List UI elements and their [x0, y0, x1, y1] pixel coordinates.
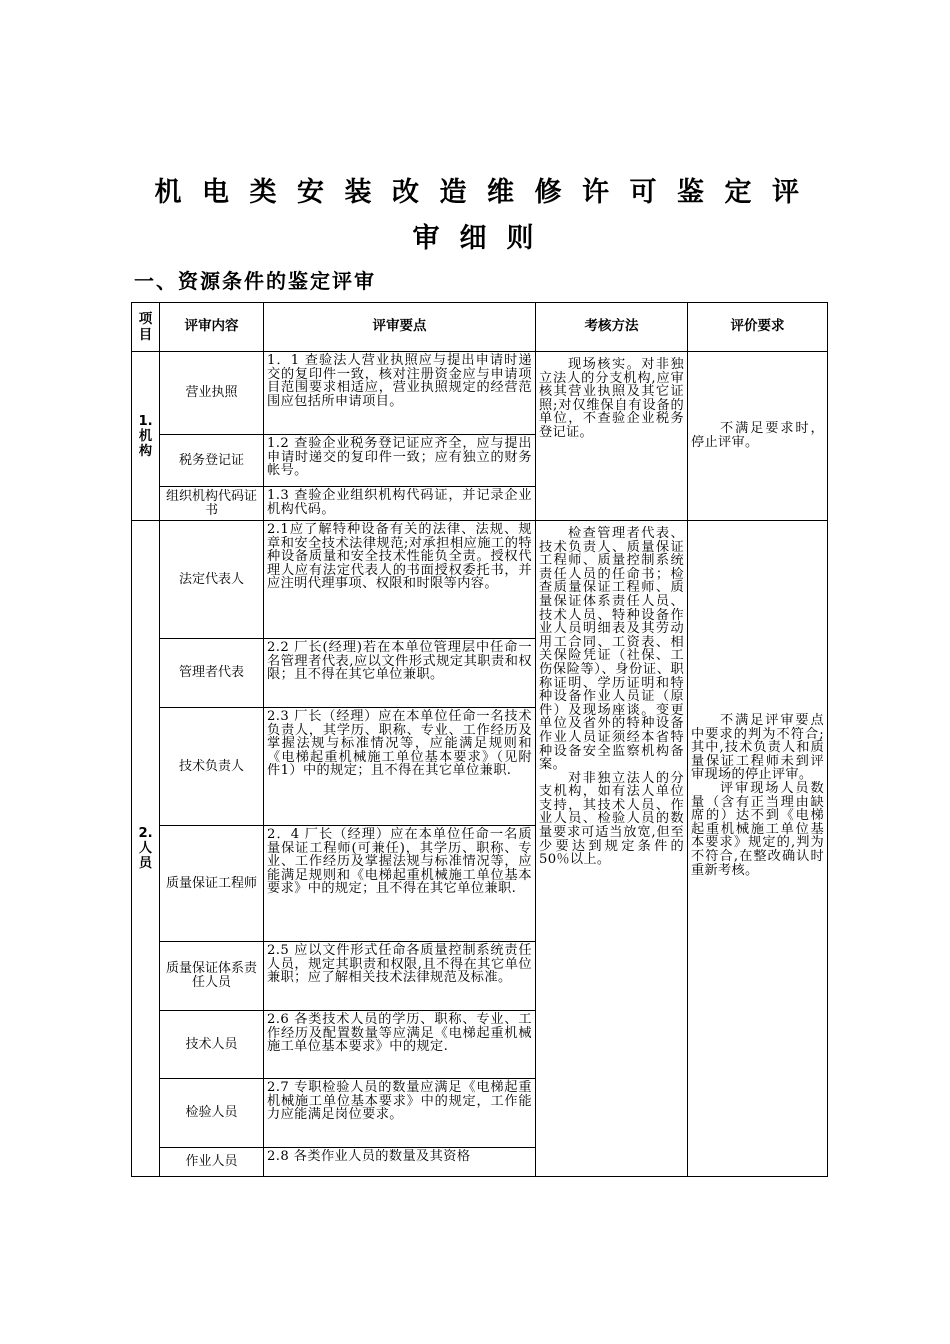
row-points: 2．4 厂长（经理）应在本单位任命一名质量保证工程师(可兼任)，其学历、职称、专业、工作经历及掌握法规与标准情况等，应能满足规则和《电梯起重机械施工单位基本要求》中的规定；且不得在其它单位兼职. [264, 826, 536, 942]
row-points: 2.8 各类作业人员的数量及其资格 [264, 1148, 536, 1177]
row-points: 1．1 查验法人营业执照应与提出申请时递交的复印件一致，核对注册资金应与申请项目范围要求相适应，营业执照规定的经营范围应包括所申请项目。 [264, 352, 536, 435]
row-points: 2.7 专职检验人员的数量应满足《电梯起重机械施工单位基本要求》中的规定，工作能力应能满足岗位要求。 [264, 1079, 536, 1148]
header-method: 考核方法 [536, 303, 688, 352]
row-name: 组织机构代码证书 [160, 487, 264, 521]
row-points: 2.5 应以文件形式任命各质量控制系统责任人员，规定其职责和权限,且不得在其它单位兼职；应了解相关技术法律规范及标准。 [264, 942, 536, 1011]
group2-method: 检查管理者代表、技术负责人、质量保证工程师、质量控制系统责任人员的任命书；检查质量保证工程师、质量保证体系责任人员、技术人员、特种设备作业人员明细表及其劳动用工合同、工资表、相关保险凭证（社保、工伤保险等）、身份证、职称证明、学历证明和特种设备作业人员证（原件）及现场座谈。变更单位及省外的特种设备作业人员证须经本省特种设备安全监察机构备案。 对非独立法人的分支机构，如有法人单位支持，其技术人员、作业人员、检验人员的数量要求可适当放宽,但至少要达到规定条件的50％以上。 [536, 521, 688, 1177]
header-content: 评审内容 [160, 303, 264, 352]
review-table [131, 302, 828, 1177]
header-item: 项目 [132, 303, 160, 352]
table-row [132, 521, 828, 639]
row-points: 2.2 厂长(经理)若在本单位管理层中任命一名管理者代表,应以文件形式规定其职责和权限；且不得在其它单位兼职。 [264, 639, 536, 708]
row-name: 质量保证工程师 [160, 826, 264, 942]
page-title-line2: 审细则 [412, 223, 554, 254]
header-requirement: 评价要求 [688, 303, 828, 352]
row-points: 1.3 查验企业组织机构代码证，并记录企业机构代码。 [264, 487, 536, 521]
table-row [132, 352, 828, 435]
row-name: 质量保证体系责任人员 [160, 942, 264, 1011]
header-points: 评审要点 [264, 303, 536, 352]
row-name: 技术人员 [160, 1011, 264, 1079]
group2-requirement: 不满足评审要点中要求的判为不符合;其中,技术负责人和质量保证工程师未到评审现场的停止评审。 评审现场人员数量（含有正当理由缺席的）达不到《电梯起重机械施工单位基本要求》规定的,判为不符合,在整改确认时重新考核。 [688, 521, 828, 1177]
row-points: 1.2 查验企业税务登记证应齐全，应与提出申请时递交的复印件一致；应有独立的财务帐号。 [264, 435, 536, 487]
table-header-row [132, 303, 828, 352]
row-name: 作业人员 [160, 1148, 264, 1177]
row-points: 2.3 厂长（经理）应在本单位任命一名技术负责人，其学历、职称、专业、工作经历及掌握法规与标准情况等，应能满足规则和《电梯起重机械施工单位基本要求》（见附件1）中的规定；且不得在其它单位兼职. [264, 708, 536, 826]
row-name: 营业执照 [160, 352, 264, 435]
group-label-organization: 1.机构 [132, 352, 160, 521]
group-label-personnel: 2.人员 [132, 521, 160, 1177]
row-name: 法定代表人 [160, 521, 264, 639]
row-name: 税务登记证 [160, 435, 264, 487]
row-name: 管理者代表 [160, 639, 264, 708]
page-title-line1: 机电类安装改造维修许可鉴定评 [154, 177, 820, 208]
row-name: 检验人员 [160, 1079, 264, 1148]
row-points: 2.6 各类技术人员的学历、职称、专业、工作经历及配置数量等应满足《电梯起重机械施工单位基本要求》中的规定. [264, 1011, 536, 1079]
group1-method: 现场核实。对非独立法人的分支机构,应审核其营业执照及其它证照;对仅维保自有设备的单位，不查验企业税务登记证。 [536, 352, 688, 521]
row-points: 2.1应了解特种设备有关的法律、法规、规章和安全技术法律规范;对承担相应施工的特种设备质量和安全技术性能负全责。授权代理人应有法定代表人的书面授权委托书，并应注明代理事项、权限和时限等内容。 [264, 521, 536, 639]
group1-requirement: 不满足要求时，停止评审。 [688, 352, 828, 521]
section-heading: 一、资源条件的鉴定评审 [134, 269, 376, 293]
row-name: 技术负责人 [160, 708, 264, 826]
